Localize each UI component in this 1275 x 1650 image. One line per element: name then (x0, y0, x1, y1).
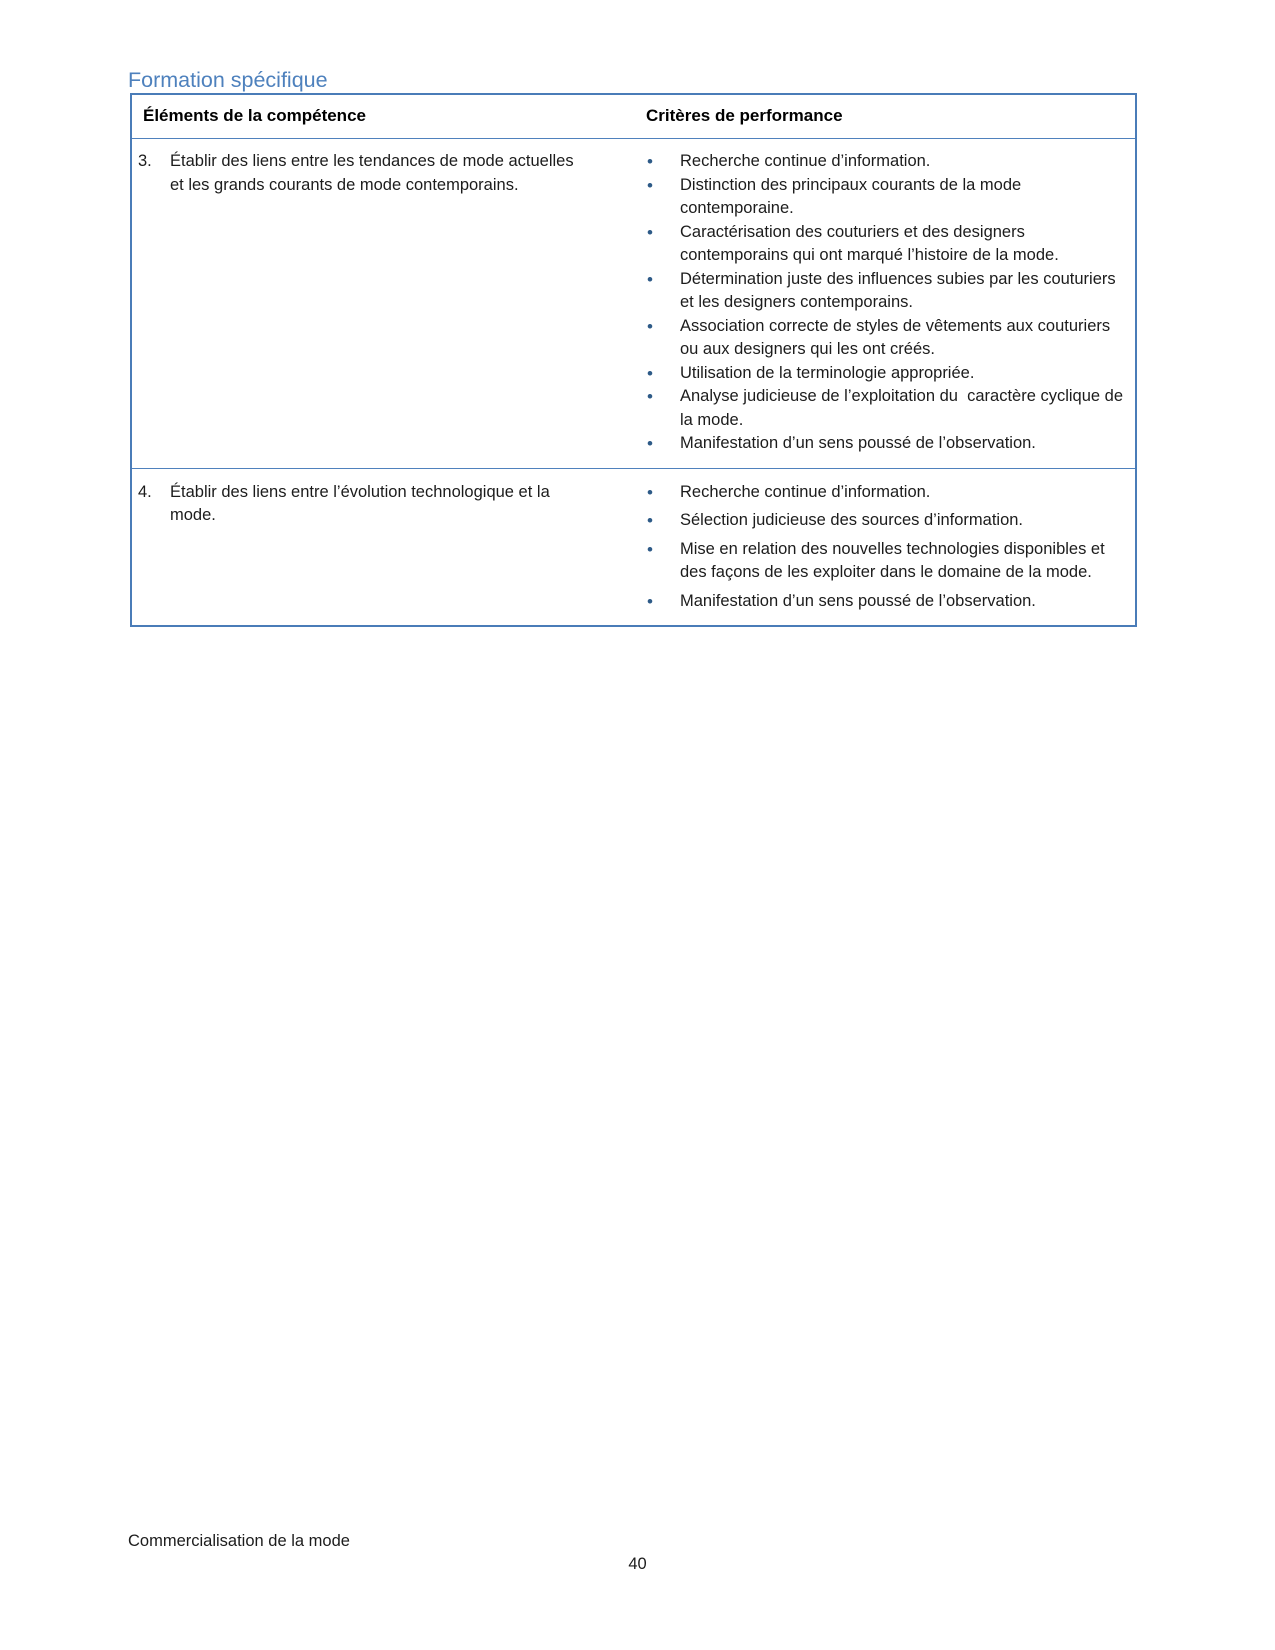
criteria-cell (630, 469, 1135, 626)
criteria-text: Manifestation d’un sens poussé de l’observation. (680, 434, 1036, 452)
criteria-text: Association correcte de styles de vêtements aux couturiers ou aux designers qui les ont créés. (680, 316, 1115, 358)
element-cell (132, 469, 630, 626)
element-text: Établir des liens entre les tendances de mode actuelles et les grands courants de mode contemporains. (170, 152, 574, 194)
column-header-elements: Éléments de la compétence (143, 106, 366, 125)
column-header-criteres: Critères de performance (646, 106, 843, 125)
footer-page-number: 40 (628, 1555, 647, 1573)
bullet-icon: • (647, 316, 653, 336)
criteria-item (646, 538, 1129, 585)
section-title: Formation spécifique (128, 68, 328, 92)
element-text: Établir des liens entre l’évolution technologique et la mode. (170, 482, 550, 524)
bullet-icon: • (647, 511, 653, 530)
criteria-text: Caractérisation des couturiers et des designers contemporains qui ont marqué l’histoire de la mode. (680, 222, 1059, 264)
criteria-item (646, 432, 1129, 456)
criteria-item (646, 268, 1129, 315)
criteria-list (646, 481, 1129, 614)
element-number: 3. (138, 152, 152, 170)
bullet-icon: • (647, 539, 653, 559)
bullet-icon: • (647, 269, 653, 289)
footer-document-title: Commercialisation de la mode (128, 1532, 350, 1550)
element-number: 4. (138, 482, 152, 501)
criteria-text: Sélection judicieuse des sources d’information. (680, 511, 1024, 529)
criteria-item (646, 362, 1129, 386)
criteria-text: Mise en relation des nouvelles technologies disponibles et des façons de les exploiter dans le domaine de la mode. (680, 539, 1110, 581)
table-header-row (132, 95, 1135, 139)
bullet-icon: • (647, 387, 653, 406)
criteria-item (646, 315, 1129, 362)
criteria-item (646, 385, 1129, 432)
criteria-text: Analyse judicieuse de l’exploitation du caractère cyclique de la mode. (680, 387, 1128, 429)
criteria-text: Manifestation d’un sens poussé de l’observation. (680, 591, 1036, 610)
criteria-list (646, 150, 1129, 456)
bullet-icon: • (647, 152, 653, 171)
bullet-icon: • (647, 363, 653, 383)
criteria-item (646, 174, 1129, 221)
bullet-icon: • (647, 222, 653, 242)
criteria-cell (630, 139, 1135, 468)
bullet-icon: • (647, 482, 653, 502)
bullet-icon: • (647, 434, 653, 453)
table-row (132, 139, 1135, 468)
criteria-item (646, 150, 1129, 174)
element-cell (132, 139, 630, 468)
criteria-item (646, 481, 1129, 505)
table-row (132, 468, 1135, 626)
criteria-text: Distinction des principaux courants de la mode contemporaine. (680, 175, 1026, 217)
criteria-item (646, 590, 1129, 614)
criteria-text: Recherche continue d’information. (680, 482, 931, 501)
criteria-text: Utilisation de la terminologie appropriée. (680, 363, 975, 382)
criteria-text: Détermination juste des influences subies par les couturiers et les designers contemporains. (680, 269, 1121, 311)
criteria-text: Recherche continue d’information. (680, 152, 931, 170)
bullet-icon: • (647, 591, 653, 611)
bullet-icon: • (647, 175, 653, 195)
competence-table (130, 93, 1137, 627)
criteria-item (646, 509, 1129, 533)
criteria-item (646, 221, 1129, 268)
